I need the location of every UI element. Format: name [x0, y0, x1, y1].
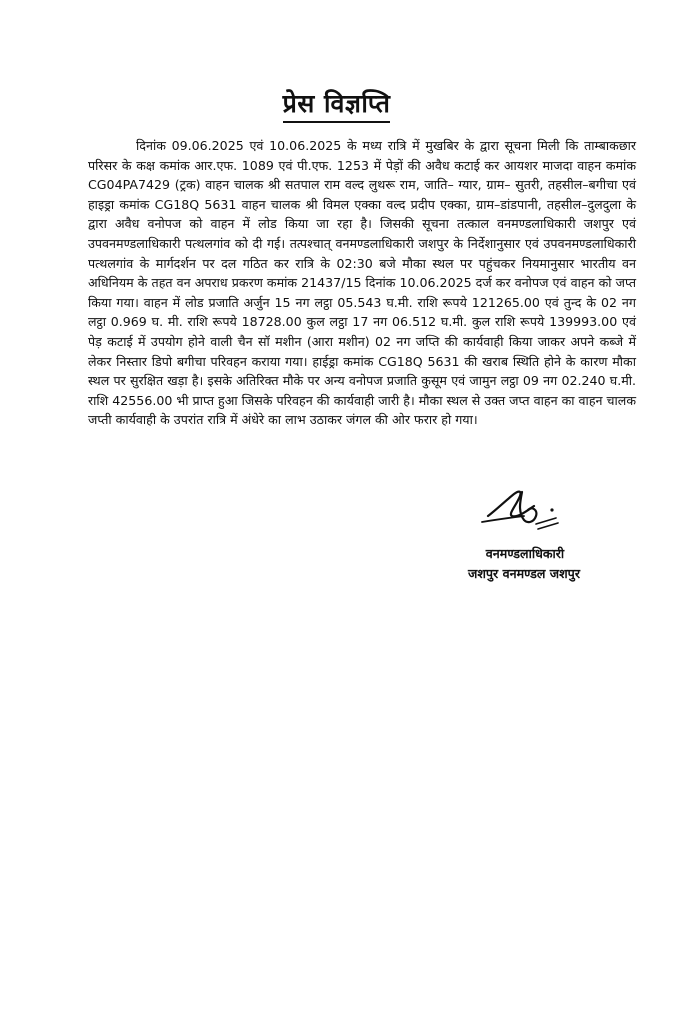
press-release-body: दिनांक 09.06.2025 एवं 10.06.2025 के मध्य रात्रि में मुखबिर के द्वारा सूचना मिली कि ताम्बाकछार परिसर के कक्ष कमांक आर.एफ. 1089 एवं पी.एफ. 1253 में पेड़ों की अवैध कटाई कर आयशर माजदा वाहन कमांक CG04PA7429 (ट्रक) वाहन चालक श्री सतपाल राम वल्द लुथरू राम, जाति– ग्यार, ग्राम– सुतरी, तहसील–बगीचा एवं हाइड्रा कमांक CG18Q 5631 वाहन चालक श्री विमल एक्का वल्द प्रदीप एक्का, ग्राम–डांडपानी, तहसील–दुलदुला के द्वारा अवैध वनोपज को वाहन में लोड किया जा रहा है। जिसकी सूचना तत्काल वनमण्डलाधिकारी जशपुर एवं उपवनमण्डलाधिकारी पत्थलगांव को दी गई। तत्पश्चात् वनमण्डलाधिकारी जशपुर के निर्देशानुसार एवं उपवनमण्डलाधिकारी पत्थलगांव के मार्गदर्शन पर दल गठित कर रात्रि के 02:30 बजे मौका स्थल पर पहुंचकर नियमानुसार भारतीय वन अधिनियम के तहत वन अपराध प्रकरण कमांक 21437/15 दिनांक 10.06.2025 दर्ज कर वनोपज एवं वाहन को जप्त किया गया। वाहन में लोड प्रजाति अर्जुन 15 नग लट्ठा 05.543 घ.मी. राशि रूपये 121265.00 एवं तुन्द के 02 नग लट्ठा 0.969 घ. मी. राशि रूपये 18728.00 कुल लट्ठा 17 नग 06.512 घ.मी. कुल राशि रूपये 139993.00 एवं पेड़ कटाई में उपयोग होने वाली चैन सॉ मशीन (आरा मशीन) 02 नग जप्ति की कार्यवाही किया जाकर अपने कब्जे में लेकर निस्तार डिपो बगीचा परिवहन कराया गया। हाईड्रा कमांक CG18Q 5631 की खराब स्थिति होने के कारण मौका स्थल पर सुरक्षित खड़ा है। इसके अतिरिक्त मौके पर अन्य वनोपज प्रजाति कुसूम एवं जामुन लट्ठा 09 नग 02.240 घ.मी. राशि 42556.00 भी प्राप्त हुआ जिसके परिवहन की कार्यवाही जारी है। मौका स्थल से उक्त जप्त वाहन का वाहन चालक जप्ती कार्यवाही के उपरांत रात्रि में अंधेरे का लाभ उठाकर जंगल की ओर फरार हो गया। [88, 138, 636, 428]
handwritten-signature [478, 480, 568, 540]
signatory-designation: वनमण्डलाधिकारी [485, 546, 565, 561]
document-title: प्रेस विज्ञप्ति [283, 88, 391, 123]
document-title-wrapper [0, 88, 673, 123]
signatory-office: जशपुर वनमण्डल जशपुर [468, 566, 580, 581]
